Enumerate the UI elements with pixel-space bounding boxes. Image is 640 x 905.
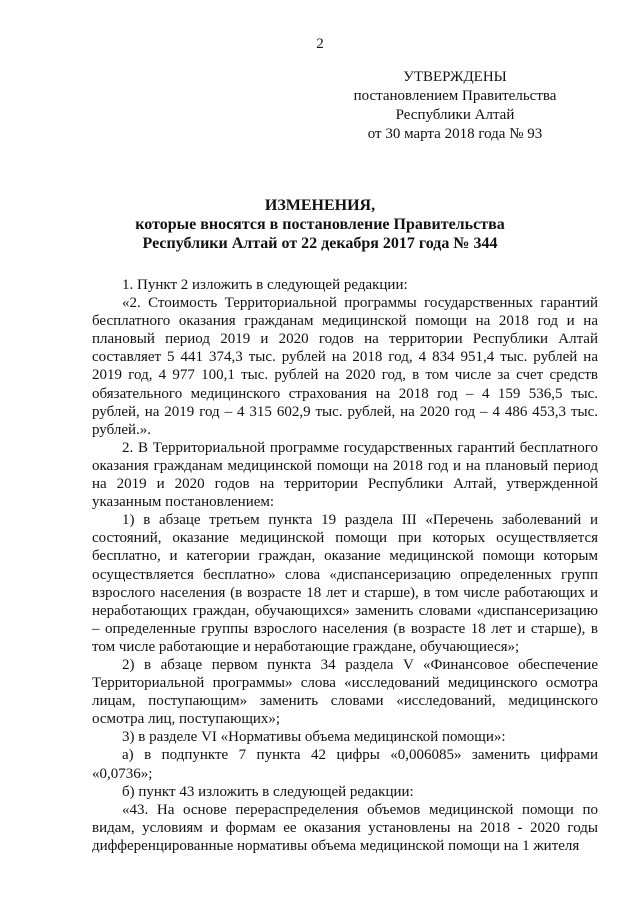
paragraph: 3) в разделе VI «Нормативы объема медицинской помощи»: xyxy=(122,729,506,746)
paragraph: 2. В Территориальной программе государственных гарантий бесплатного оказания гражданам медицинской помощи на 2018 год и на плановый период на 2019 и 2020 годов на территории Республики Алтай, утвержденной указанным постановлением: xyxy=(92,439,598,511)
paragraph: «2. Стоимость Территориальной программы государственных гарантий бесплатного оказания гражданам медицинской помощи на 2018 год и на плановый период 2019 и 2020 годов на территории Республики Алтай составляет 5 441 374,3 тыс. рублей на 2018 год, 4 834 951,4 тыс. рублей на 2019 год, 4 977 100,1 тыс. рублей на 2020 год, в том числе за счет средств обязательного медицинского страхования на 2018 год – 4 159 536,5 тыс. рублей, на 2019 год – 4 315 602,9 тыс. рублей, на 2020 год – 4 486 453,3 тыс. рублей.». xyxy=(92,295,598,438)
approval-date: от 30 марта 2018 года № 93 xyxy=(367,126,543,142)
paragraph: 1) в абзаце третьем пункта 19 раздела III «Перечень заболеваний и состояний, оказание медицинской помощи при которых осуществляется бесплатно, и категории граждан, оказание медицинской помощи которым осуществляется бесплатно» слова «диспансеризацию определенных групп взрослого населения (в возрасте 18 лет и старше), в том числе работающих и неработающих граждан, обучающихся» заменить словами «диспансеризацию – определенные группы взрослого населения (в возрасте 18 лет и старше), в том числе работающие и неработающие граждане, обучающиеся»; xyxy=(92,512,598,655)
approval-heading: УТВЕРЖДЕНЫ xyxy=(403,69,507,85)
title-line: которые вносятся в постановление Правительства xyxy=(135,216,505,233)
document-title xyxy=(0,196,640,253)
paragraph: б) пункт 43 изложить в следующей редакции: xyxy=(122,783,414,800)
paragraph: 2) в абзаце первом пункта 34 раздела V «Финансовое обеспечение Территориальной программы» слова «исследований медицинского осмотра лицам, поступающим» заменить словами «исследований, медицинского осмотра лиц, поступающих»; xyxy=(92,656,598,728)
approval-line: постановлением Правительства xyxy=(353,88,557,104)
title-line: Республики Алтай от 22 декабря 2017 года № 344 xyxy=(142,235,498,252)
paragraph: а) в подпункте 7 пункта 42 цифры «0,006085» заменить цифрами «0,0736»; xyxy=(92,747,598,782)
paragraph: «43. На основе перераспределения объемов медицинской помощи по видам, условиям и формам ее оказания установлены на 2018 - 2020 годы дифференцированные нормативы объема медицинской помощи на 1 жителя xyxy=(92,801,598,854)
page-number: 2 xyxy=(316,36,324,52)
approval-line: Республики Алтай xyxy=(395,107,515,123)
approval-block xyxy=(340,68,570,144)
document-body xyxy=(92,276,598,855)
title-heading: ИЗМЕНЕНИЯ, xyxy=(264,197,376,214)
paragraph: 1. Пункт 2 изложить в следующей редакции: xyxy=(122,277,408,293)
